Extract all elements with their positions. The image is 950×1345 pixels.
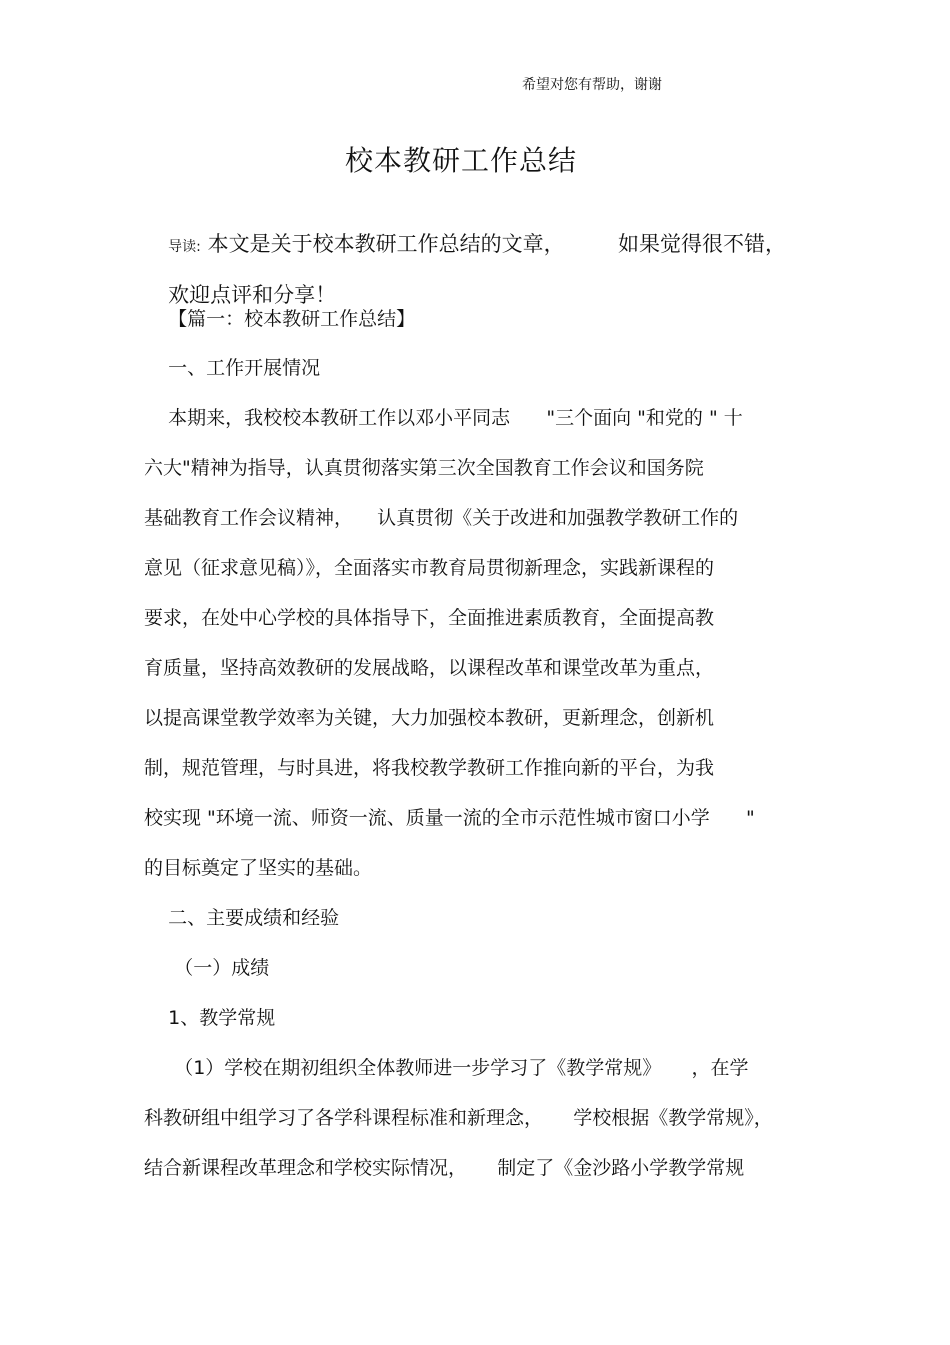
header-note: 希望对您有帮助，谢谢 (522, 77, 662, 93)
intro-text-2: 欢迎点评和分享！ (168, 283, 337, 307)
body-line: （1）学校在期初组织全体教师进一步学习了《教学常规》 ，在学 (144, 1057, 749, 1079)
body-line: 要求，在处中心学校的具体指导下，全面推进素质教育，全面提高教 (144, 607, 715, 629)
body-line: 1、教学常规 (144, 1007, 276, 1029)
body-line: 校实现 "环境一流、师资一流、质量一流的全市示范性城市窗口小学 " (144, 807, 755, 829)
body-line: 六大"精神为指导，认真贯彻落实第三次全国教育工作会议和国务院 (144, 457, 704, 479)
body-line: 科教研组中组学习了各学科课程标准和新理念， 学校根据《教学常规》， (144, 1107, 773, 1129)
body-line: 【篇一：校本教研工作总结】 (144, 308, 416, 330)
body-line: 以提高课堂教学效率为关键，大力加强校本教研，更新理念，创新机 (144, 707, 715, 729)
intro-label: 导读: (168, 239, 201, 255)
body-line: （一）成绩 (144, 957, 270, 979)
intro-text-1: 本文是关于校本教研工作总结的文章， 如果觉得很不错， (200, 232, 786, 256)
body-line: 一、工作开展情况 (144, 357, 321, 379)
body-line: 基础教育工作会议精神， 认真贯彻《关于改进和加强教学教研工作的 (144, 507, 739, 529)
body-line: 结合新课程改革理念和学校实际情况， 制定了《金沙路小学教学常规 (144, 1157, 745, 1179)
body-line: 二、主要成绩和经验 (144, 907, 340, 929)
body-line: 制，规范管理，与时具进，将我校教学教研工作推向新的平台，为我 (144, 757, 715, 779)
body-line: 本期来，我校校本教研工作以邓小平同志 "三个面向 "和党的 " 十 (144, 407, 743, 429)
document-title: 校本教研工作总结 (344, 144, 577, 177)
body-line: 意见（征求意见稿）》，全面落实市教育局贯彻新理念，实践新课程的 (144, 557, 715, 579)
body-line: 的目标奠定了坚实的基础。 (144, 857, 373, 879)
body-line: 育质量，坚持高效教研的发展战略，以课程改革和课堂改革为重点， (144, 657, 715, 679)
